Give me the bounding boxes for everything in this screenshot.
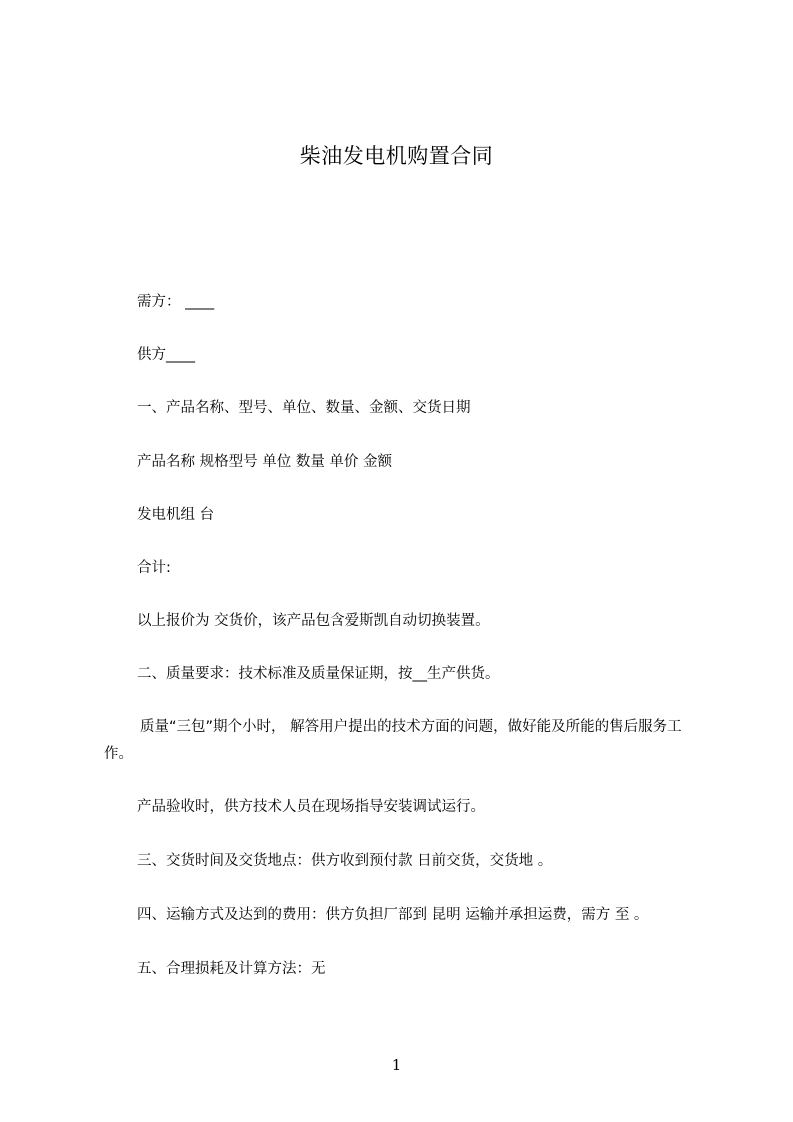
- section-1-heading: 一、产品名称、型号、单位、数量、金额、交货日期: [137, 400, 471, 416]
- section-2-heading: 二、质量要求：技术标准及质量保证期，按__生产供货。: [137, 666, 500, 682]
- product-row: 发电机组 台: [137, 507, 215, 523]
- acceptance-line: 产品验收时，供方技术人员在现场指导安装调试运行。: [137, 799, 485, 815]
- section-3: 三、交货时间及交货地点：供方收到预付款 日前交货，交货地 。: [137, 853, 553, 869]
- warranty-paragraph: [104, 714, 704, 768]
- page-number: 1: [391, 1056, 402, 1074]
- section-4: 四、运输方式及达到的费用：供方负担厂部到 昆明 运输并承担运费，需方 至 。: [137, 907, 649, 923]
- product-table-header: 产品名称 规格型号 单位 数量 单价 金额: [137, 454, 393, 470]
- supplier-line: 供方____: [137, 347, 195, 363]
- warranty-text: 质量“三包”期个小时， 解答用户提出的技术方面的问题，做好能及所能的售后服务工作。: [104, 719, 682, 762]
- contract-title: 柴油发电机购置合同: [299, 144, 494, 168]
- price-note: 以上报价为 交货价，该产品包含爱斯凯自动切换装置。: [137, 613, 490, 629]
- section-5: 五、合理损耗及计算方法：无: [137, 961, 326, 977]
- total-line: 合计:: [137, 560, 171, 576]
- buyer-line: 需方： ____: [137, 294, 215, 310]
